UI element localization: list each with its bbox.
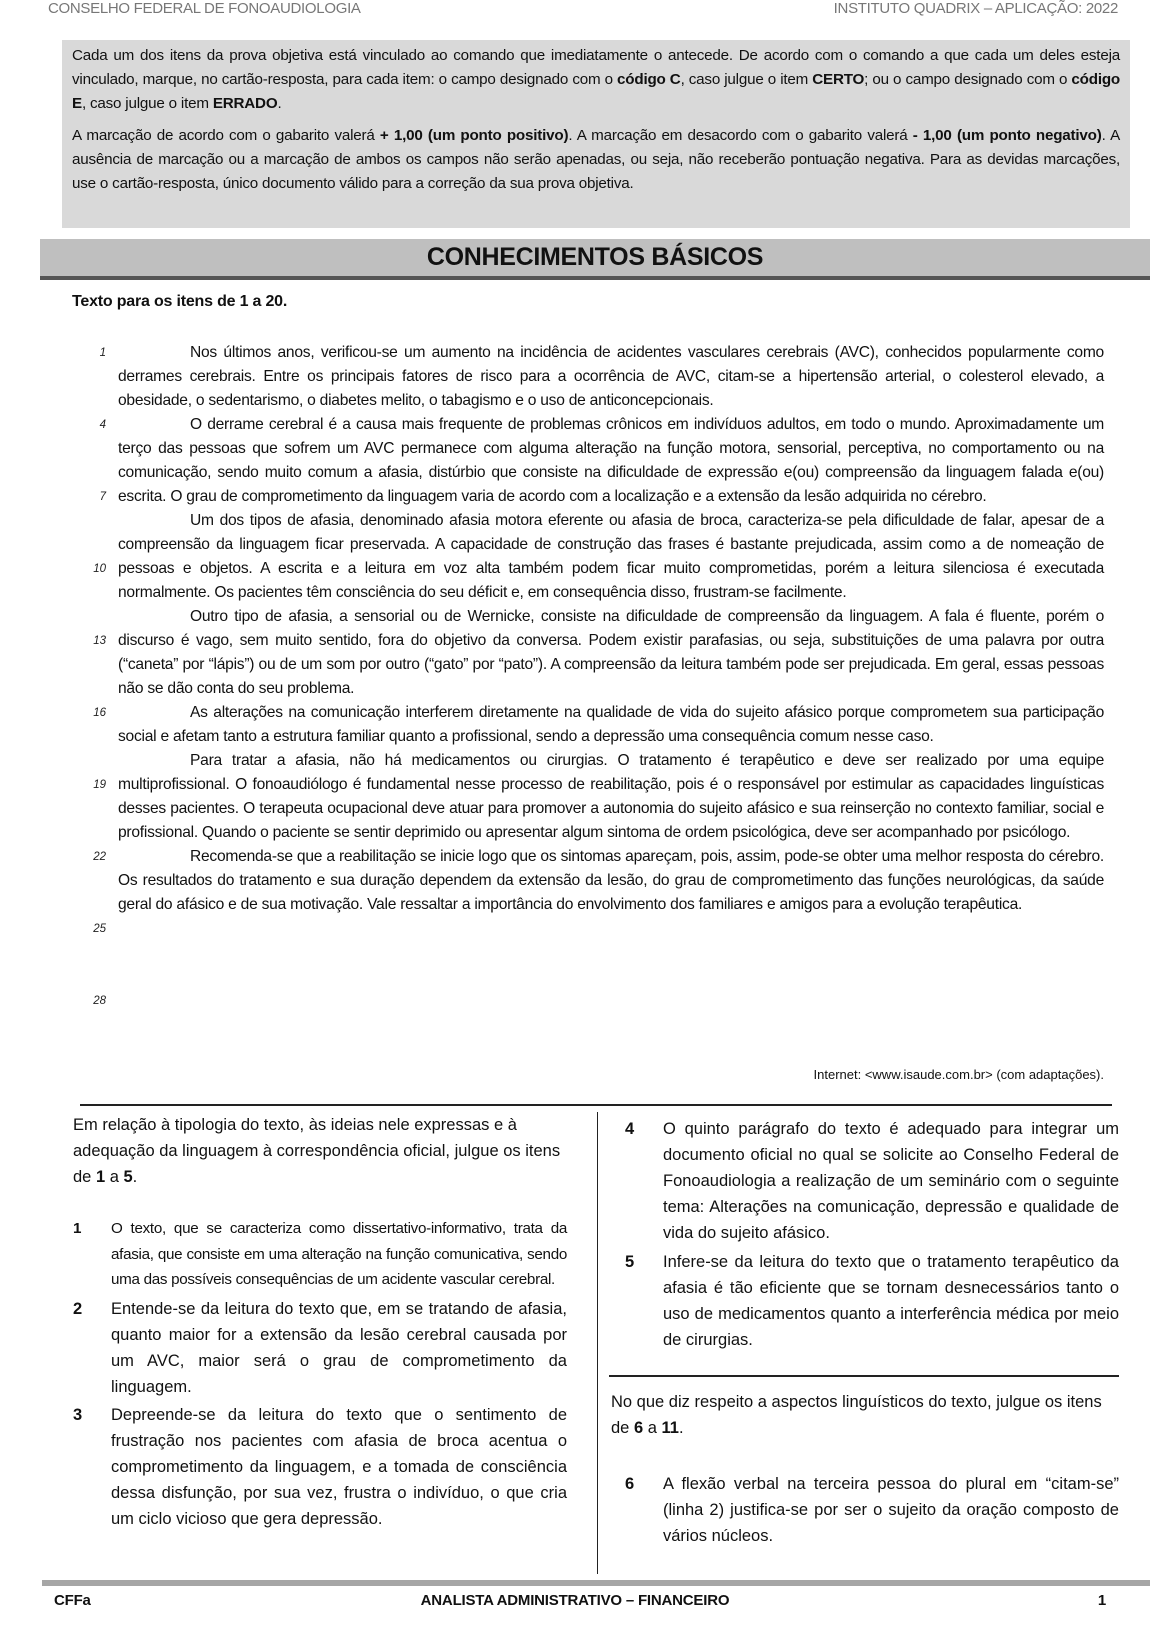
instructions-paragraph-1 [72, 44, 1120, 116]
passage-source: Internet: <www.isaude.com.br> (com adaptações). [813, 1067, 1104, 1082]
passage-paragraph: Nos últimos anos, verificou-se um aumento na incidência de acidentes vasculares cerebrais (AVC), conhecidos popularmente como derrames cerebrais. Entre os principais fatores de risco para a ocorrência de AVC, citam-se a hipertensão arterial, o colesterol elevado, a obesidade, o sedentarismo, o diabetes melito, o tabagismo e o uso de anticoncepcionais. [118, 344, 1104, 409]
questions-left-column [73, 1112, 567, 1532]
text-run: , caso julgue o item [680, 71, 813, 88]
question-text: O quinto parágrafo do texto é adequado para integrar um documento oficial no qual se solicite ao Conselho Federal de Fonoaudiologia a realização de um seminário com o seguinte tema: Alterações na comunicação, depressão e qualidade de vida do sujeito afásico. [663, 1120, 1119, 1242]
passage-paragraph: Um dos tipos de afasia, denominado afasia motora eferente ou afasia de broca, caracteriza-se pela dificuldade de falar, apesar de a compreensão da linguagem ficar preservada. A capacidade de construção das frases é bastante prejudicada, assim como a de nomeação de pessoas e objetos. A escrita e a leitura em voz alta também podem ficar muito comprometidas, porém a leitura silenciosa é executada normalmente. Os pacientes têm consciência do seu déficit e, em consequência disso, frustram-se facilmente. [118, 512, 1104, 601]
page-number: 1 [1097, 1592, 1106, 1609]
question-prompt-1-5 [73, 1112, 567, 1190]
text-run: a [643, 1419, 662, 1437]
text-run: No que diz respeito a aspectos linguísticos do texto, julgue os itens de [611, 1393, 1102, 1437]
line-number: 25 [93, 923, 106, 935]
question-number: 1 [73, 1220, 82, 1237]
emphasis-text: 11 [661, 1419, 679, 1437]
footer-org-abbrev: CFFa [54, 1592, 91, 1609]
text-run: Cada um dos itens da prova objetiva está vinculado ao comando que imediatamente o antecede. De acordo com o comando a que cada um deles esteja vinculado, marque, no cartão-resposta, para cada item: o campo designado com o [72, 47, 1120, 88]
line-number: 4 [99, 419, 106, 431]
separator-rule [609, 1375, 1119, 1377]
header-exam-info: INSTITUTO QUADRIX – APLICAÇÃO: 2022 [833, 0, 1118, 17]
text-run: . [277, 95, 282, 112]
emphasis-text: código C [617, 71, 681, 88]
line-number: 10 [93, 563, 106, 575]
text-run: . A ausência de marcação ou a marcação de ambos os campos não serão apenadas, ou seja, não receberão pontuação negativa. Para as devidas marcações, use o cartão-resposta, único documento válido para a correção da sua prova objetiva. [72, 127, 1120, 192]
question-text: Infere-se da leitura do texto que o tratamento terapêutico da afasia é tão eficiente que se tornam desnecessários tanto o uso de medicamentos quanto a interferência médica por meio de cirurgias. [663, 1253, 1119, 1349]
instructions-box [62, 40, 1130, 228]
question-item [73, 1402, 567, 1532]
emphasis-text: 5 [123, 1168, 133, 1186]
footer-position: ANALISTA ADMINISTRATIVO – FINANCEIRO [420, 1592, 730, 1609]
question-text: Entende-se da leitura do texto que, em se tratando de afasia, quanto maior for a extensão da lesão cerebral causada por um AVC, maior será o grau de comprometimento da linguagem. [111, 1299, 567, 1396]
passage-paragraph: Outro tipo de afasia, a sensorial ou de Wernicke, consiste na dificuldade de compreensão da linguagem. A fala é fluente, porém o discurso é vago, sem muito sentido, fora do objetivo da conversa. Podem existir parafasias, ou seja, substituições de uma palavra por outra (“caneta” por “lápis”) ou de um som por outro (“gato” por “pato”). A compreensão da leitura também pode ser prejudicada. Em geral, essas pessoas não se dão conta do seu problema. [118, 608, 1104, 697]
line-number: 1 [99, 347, 106, 359]
emphasis-text: CERTO [812, 71, 865, 88]
reading-passage [118, 341, 1104, 917]
questions-right-column [611, 1112, 1119, 1549]
question-item [625, 1249, 1119, 1353]
header-organization: CONSELHO FEDERAL DE FONOAUDIOLOGIA [48, 0, 361, 17]
question-number: 6 [625, 1475, 635, 1493]
passage-paragraph: As alterações na comunicação interferem diretamente na qualidade de vida do sujeito afásico porque comprometem sua participação social e afetam tanto a estrutura familiar quanto a profissional, sendo a depressão uma consequência comum nesse caso. [118, 704, 1104, 745]
question-prompt-6-11 [611, 1389, 1119, 1441]
line-number: 22 [93, 851, 106, 863]
emphasis-text: 1 [95, 1168, 106, 1186]
question-text: Depreende-se da leitura do texto que o sentimento de frustração nos pacientes com afasia de broca acentua o comprometimento da linguagem, e a tomada de consciência dessa disfunção, por sua vez, frustra o indivíduo, o que cria um ciclo vicioso que gera depressão. [111, 1405, 567, 1528]
text-run: . [678, 1419, 684, 1437]
question-item [73, 1216, 567, 1293]
emphasis-text: + 1,00 (um ponto positivo) [379, 127, 569, 144]
question-number: 5 [625, 1253, 635, 1271]
line-number: 7 [99, 491, 106, 503]
question-number: 2 [73, 1299, 83, 1318]
question-item [73, 1296, 567, 1400]
text-run: , caso julgue o item [81, 95, 213, 112]
text-run: a [105, 1168, 124, 1186]
text-run: A marcação de acordo com o gabarito valerá [72, 127, 380, 144]
passage-paragraph: Para tratar a afasia, não há medicamentos ou cirurgias. O tratamento é terapêutico e deve ser realizado por uma equipe multiprofissional. O fonoaudiólogo é fundamental nesse processo de reabilitação, pois é o responsável por estimular as capacidades linguísticas desses pacientes. O terapeuta ocupacional deve atuar para promover a autonomia do sujeito afásico e sua reinserção no contexto familiar, social e profissional. Quando o paciente se sentir deprimido ou apresentar algum sintoma de ordem psicológica, deve ser acompanhado por psicólogo. [118, 752, 1104, 841]
footer-band [42, 1580, 1150, 1586]
column-divider [597, 1112, 598, 1574]
passage-paragraph: O derrame cerebral é a causa mais frequente de problemas crônicos em indivíduos adultos, em todo o mundo. Aproximadamente um terço das pessoas que sofrem um AVC permanece com alguma alteração na função motora, sensorial, perceptiva, no comportamento ou na comunicação, sendo muito comum a afasia, distúrbio que consiste na dificuldade de expressão e(ou) compreensão da linguagem falada e(ou) escrita. O grau de comprometimento da linguagem varia de acordo com a localização e a extensão da lesão adquirida no cérebro. [118, 416, 1104, 505]
question-item [625, 1116, 1119, 1246]
question-item [625, 1471, 1119, 1549]
text-run: Em relação à tipologia do texto, às ideias nele expressas e à adequação da linguagem à correspondência oficial, julgue os itens de [73, 1116, 561, 1186]
line-number: 16 [93, 707, 106, 719]
question-number: 4 [625, 1120, 635, 1138]
question-number: 3 [73, 1405, 83, 1424]
emphasis-text: 6 [633, 1419, 644, 1437]
text-label: Texto para os itens de 1 a 20. [72, 293, 288, 310]
section-title: CONHECIMENTOS BÁSICOS [426, 243, 764, 271]
instructions-paragraph-2 [72, 124, 1120, 196]
page-header [0, 0, 1150, 22]
text-run: . [132, 1168, 138, 1186]
question-text: O texto, que se caracteriza como dissertativo-informativo, trata da afasia, que consiste em uma alteração na função comunicativa, sendo uma das possíveis consequências de um acidente vascular cerebral. [111, 1220, 567, 1288]
line-number: 13 [93, 635, 106, 647]
text-run: ; ou o campo designado com o [864, 71, 1072, 88]
question-text: A flexão verbal na terceira pessoa do plural em “citam-se” (linha 2) justifica-se por ser o sujeito da oração composto de vários núcleos. [663, 1475, 1119, 1545]
line-number: 28 [93, 995, 106, 1007]
emphasis-text: - 1,00 (um ponto negativo) [912, 127, 1102, 144]
line-number: 19 [93, 779, 106, 791]
emphasis-text: código E [72, 71, 1120, 112]
section-header [40, 239, 1150, 280]
emphasis-text: ERRADO [212, 95, 278, 112]
separator-rule [80, 1104, 1112, 1106]
passage-paragraph: Recomenda-se que a reabilitação se inicie logo que os sintomas apareçam, pois, assim, pode-se obter uma melhor resposta do cérebro. Os resultados do tratamento e sua duração dependem da extensão da lesão, do grau de comprometimento das funções neurológicas, da saúde geral do afásico e de sua motivação. Vale ressaltar a importância do envolvimento dos familiares e amigos para a evolução terapêutica. [118, 848, 1104, 913]
text-run: . A marcação em desacordo com o gabarito valerá [568, 127, 913, 144]
